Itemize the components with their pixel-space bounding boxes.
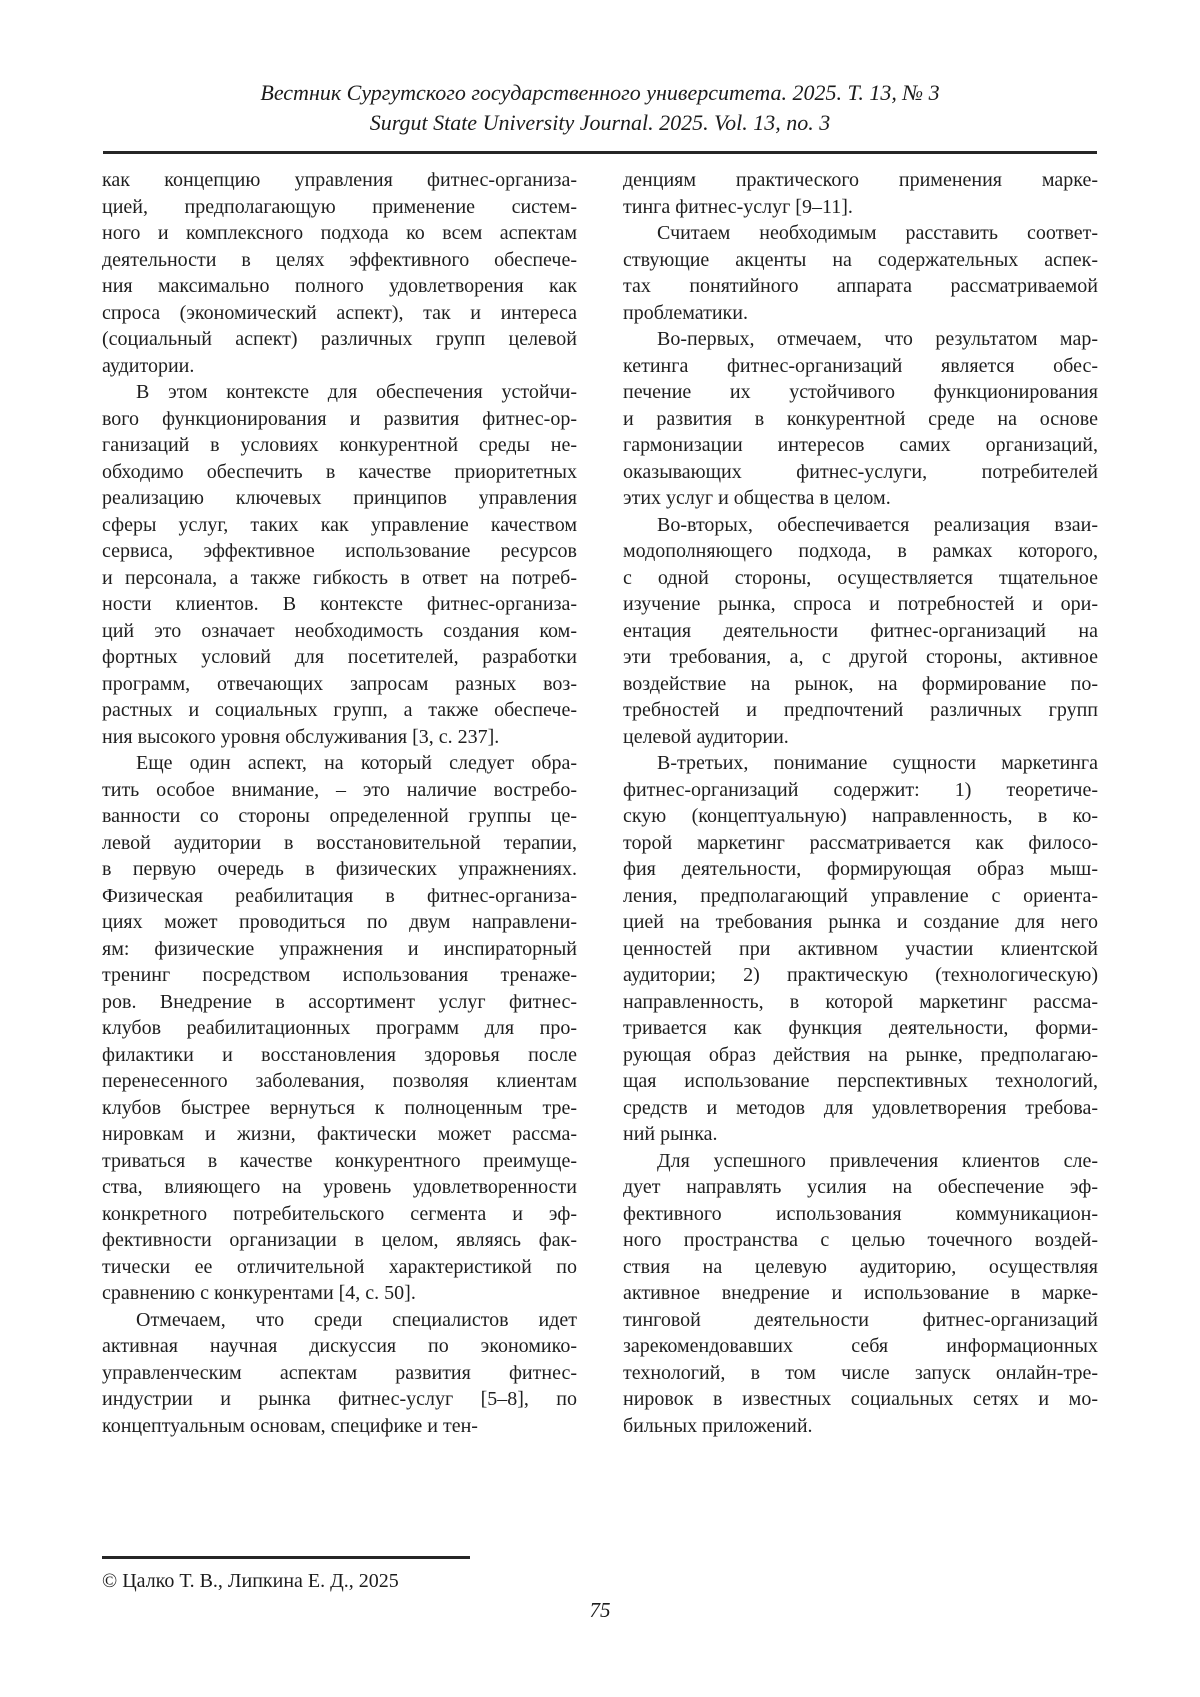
text-line: левой аудитории в восстановительной терапии, — [102, 831, 577, 854]
text-line: перенесенного заболевания, позволяя клиентам — [102, 1070, 577, 1092]
text-line: растных и социальных групп, а также обеспече- — [102, 699, 577, 721]
text-line: деятельности в целях эффективного обеспече- — [102, 248, 577, 271]
text-line: тически ее отличительной характеристикой по — [102, 1255, 577, 1278]
text-line: В этом контексте для обеспечения устойчи- — [136, 381, 577, 403]
text-line: цией, предполагающую применение систем- — [102, 195, 577, 218]
text-line: рующая образ действия на рынке, предполагаю- — [623, 1043, 1098, 1066]
text-line: Считаем необходимым расставить соответ- — [657, 222, 1098, 244]
text-line: ления, предполагающий управление с ориента- — [623, 884, 1098, 907]
text-line: триваться в качестве конкурентного преимуще- — [102, 1149, 577, 1172]
paragraph — [623, 326, 1098, 512]
text-line: тинга фитнес-услуг [9–11]. — [623, 195, 853, 218]
text-line: направленность, в которой маркетинг рассма- — [623, 990, 1098, 1013]
text-line: тах понятийного аппарата рассматриваемой — [623, 275, 1098, 297]
text-line: фитнес-организаций содержит: 1) теоретиче- — [623, 778, 1098, 801]
left-column — [102, 167, 577, 1439]
text-line: фортных условий для посетителей, разработки — [102, 646, 577, 668]
paragraph — [623, 167, 1098, 220]
journal-header — [0, 0, 1200, 138]
text-line: кетинга фитнес-организаций является обес- — [623, 354, 1098, 377]
text-line: (социальный аспект) различных групп целевой — [102, 328, 577, 350]
paragraph — [102, 167, 577, 379]
paragraph — [102, 379, 577, 750]
text-line: ствия на целевую аудиторию, осуществляя — [623, 1255, 1098, 1278]
text-line: требностей и предпочтений различных групп — [623, 699, 1098, 721]
paragraph — [623, 512, 1098, 751]
text-line: ства, влияющего на уровень удовлетворенности — [102, 1176, 577, 1198]
text-line: В-третьих, понимание сущности маркетинга — [657, 752, 1098, 774]
text-line: ганизаций в условиях конкурентной среды не- — [102, 434, 577, 456]
text-line: нировок в известных социальных сетях и мо- — [623, 1388, 1098, 1410]
text-line: ний рынка. — [623, 1123, 718, 1145]
text-line: тинговой деятельности фитнес-организаций — [623, 1308, 1098, 1331]
text-line: клубов быстрее вернуться к полноценным тре- — [102, 1096, 577, 1119]
footnote-rule — [102, 1556, 470, 1559]
text-line: ния высокого уровня обслуживания [3, с. 237]. — [102, 725, 500, 748]
text-line: ного пространства с целью точечного воздей- — [623, 1229, 1098, 1251]
text-line: средств и методов для удовлетворения требова- — [623, 1096, 1098, 1119]
right-column — [623, 167, 1098, 1439]
text-line: ния максимально полного удовлетворения как — [102, 275, 577, 297]
copyright-line: © Цалко Т. В., Липкина Е. Д., 2025 — [102, 1570, 399, 1592]
paragraph — [623, 220, 1098, 326]
paragraph — [102, 750, 577, 1307]
text-line: с одной стороны, осуществляется тщательное — [623, 566, 1098, 589]
text-line: тривается как функция деятельности, форми- — [623, 1017, 1098, 1039]
text-line: и развития в конкурентной среде на основе — [623, 407, 1098, 430]
text-line: аудитории; 2) практическую (технологическую) — [623, 964, 1098, 986]
text-line: оказывающих фитнес-услуги, потребителей — [623, 460, 1098, 483]
text-line: нировкам и жизни, фактически может рассма- — [102, 1123, 577, 1145]
text-line: Физическая реабилитация в фитнес-организа- — [102, 884, 577, 907]
paragraph — [102, 1307, 577, 1440]
text-line: эти требования, а, с другой стороны, активное — [623, 646, 1098, 668]
text-line: программ, отвечающих запросам разных воз- — [102, 672, 577, 695]
text-line: ванности со стороны определенной группы це- — [102, 805, 577, 827]
text-line: активная научная дискуссия по экономико- — [102, 1335, 577, 1357]
text-line: Во-вторых, обеспечивается реализация взаи- — [657, 513, 1098, 536]
text-line: зарекомендовавших себя информационных — [623, 1335, 1098, 1357]
text-line: концептуальным основам, специфике и тен- — [102, 1414, 478, 1437]
text-line: скую (концептуальную) направленность, в ко- — [623, 805, 1098, 827]
text-line: фия деятельности, формирующая образ мыш- — [623, 858, 1098, 880]
text-line: сервиса, эффективное использование ресурсов — [102, 540, 577, 562]
text-line: дует направлять усилия на обеспечение эф- — [623, 1176, 1098, 1198]
text-line: и персонала, а также гибкость в ответ на потреб- — [102, 566, 577, 589]
text-line: сравнению с конкурентами [4, с. 50]. — [102, 1282, 416, 1304]
text-line: проблематики. — [623, 301, 748, 324]
text-line: реализацию ключевых принципов управления — [102, 487, 577, 509]
text-line: фективного использования коммуникацион- — [623, 1202, 1098, 1225]
text-line: ности клиентов. В контексте фитнес-организа- — [102, 593, 577, 615]
text-line: денциям практического применения марке- — [623, 169, 1098, 191]
text-line: этих услуг и общества в целом. — [623, 487, 891, 509]
paragraph — [623, 750, 1098, 1148]
text-line: активное внедрение и использование в марке- — [623, 1282, 1098, 1304]
article-body — [0, 154, 1200, 1439]
text-line: воздействие на рынок, на формирование по- — [623, 672, 1098, 695]
text-line: ям: физические упражнения и инспираторный — [102, 937, 577, 960]
text-line: тить особое внимание, – это наличие востребо- — [102, 778, 577, 801]
text-line: ентация деятельности фитнес-организаций на — [623, 619, 1098, 642]
text-line: тренинг посредством использования тренаже- — [102, 964, 577, 986]
text-line: ценностей при активном участии клиентской — [623, 937, 1098, 960]
text-line: обходимо обеспечить в качестве приоритетных — [102, 460, 577, 483]
text-line: клубов реабилитационных программ для про- — [102, 1017, 577, 1039]
text-line: Во-первых, отмечаем, что результатом мар- — [657, 328, 1098, 350]
text-line: аудитории. — [102, 354, 195, 377]
text-line: Отмечаем, что среди специалистов идет — [136, 1308, 577, 1331]
text-line: Еще один аспект, на который следует обра- — [136, 752, 577, 774]
text-line: индустрии и рынка фитнес-услуг [5–8], по — [102, 1388, 577, 1410]
text-line: модополняющего подхода, в рамках которого, — [623, 540, 1098, 562]
text-line: сферы услуг, таких как управление качеством — [102, 513, 577, 536]
text-line: цией на требования рынка и создание для него — [623, 911, 1098, 933]
text-line: ров. Внедрение в ассортимент услуг фитнес- — [102, 990, 577, 1013]
journal-title-ru: Вестник Сургутского государственного университета. 2025. Т. 13, № 3 — [260, 80, 940, 105]
text-line: фективности организации в целом, являясь фак- — [102, 1229, 577, 1251]
text-line: целевой аудитории. — [623, 725, 789, 748]
text-line: бильных приложений. — [623, 1414, 813, 1437]
text-line: щая использование перспективных технологий, — [623, 1070, 1098, 1092]
text-line: печение их устойчивого функционирования — [623, 381, 1098, 403]
text-line: управленческим аспектам развития фитнес- — [102, 1361, 577, 1384]
text-line: изучение рынка, спроса и потребностей и ори- — [623, 593, 1098, 615]
text-line: филактики и восстановления здоровья после — [102, 1043, 577, 1066]
text-line: циях может проводиться по двум направлени- — [102, 911, 577, 933]
journal-title-en: Surgut State University Journal. 2025. Vol. 13, no. 3 — [369, 110, 831, 135]
text-line: как концепцию управления фитнес-организа- — [102, 169, 577, 191]
text-line: ствующие акценты на содержательных аспек- — [623, 248, 1098, 271]
text-line: Для успешного привлечения клиентов сле- — [657, 1149, 1098, 1172]
text-line: в первую очередь в физических упражнениях. — [102, 858, 577, 880]
text-line: вого функционирования и развития фитнес-ор- — [102, 407, 577, 430]
text-line: спроса (экономический аспект), так и интереса — [102, 301, 577, 324]
text-line: торой маркетинг рассматривается как филосо- — [623, 831, 1098, 854]
text-line: ного и комплексного подхода ко всем аспектам — [102, 222, 577, 244]
paragraph — [623, 1148, 1098, 1440]
text-line: конкретного потребительского сегмента и эф- — [102, 1202, 577, 1225]
text-line: ций это означает необходимость создания ком- — [102, 619, 577, 642]
text-line: технологий, в том числе запуск онлайн-тре- — [623, 1361, 1098, 1384]
page-number: 75 — [589, 1598, 611, 1622]
text-line: гармонизации интересов самих организаций, — [623, 434, 1098, 456]
